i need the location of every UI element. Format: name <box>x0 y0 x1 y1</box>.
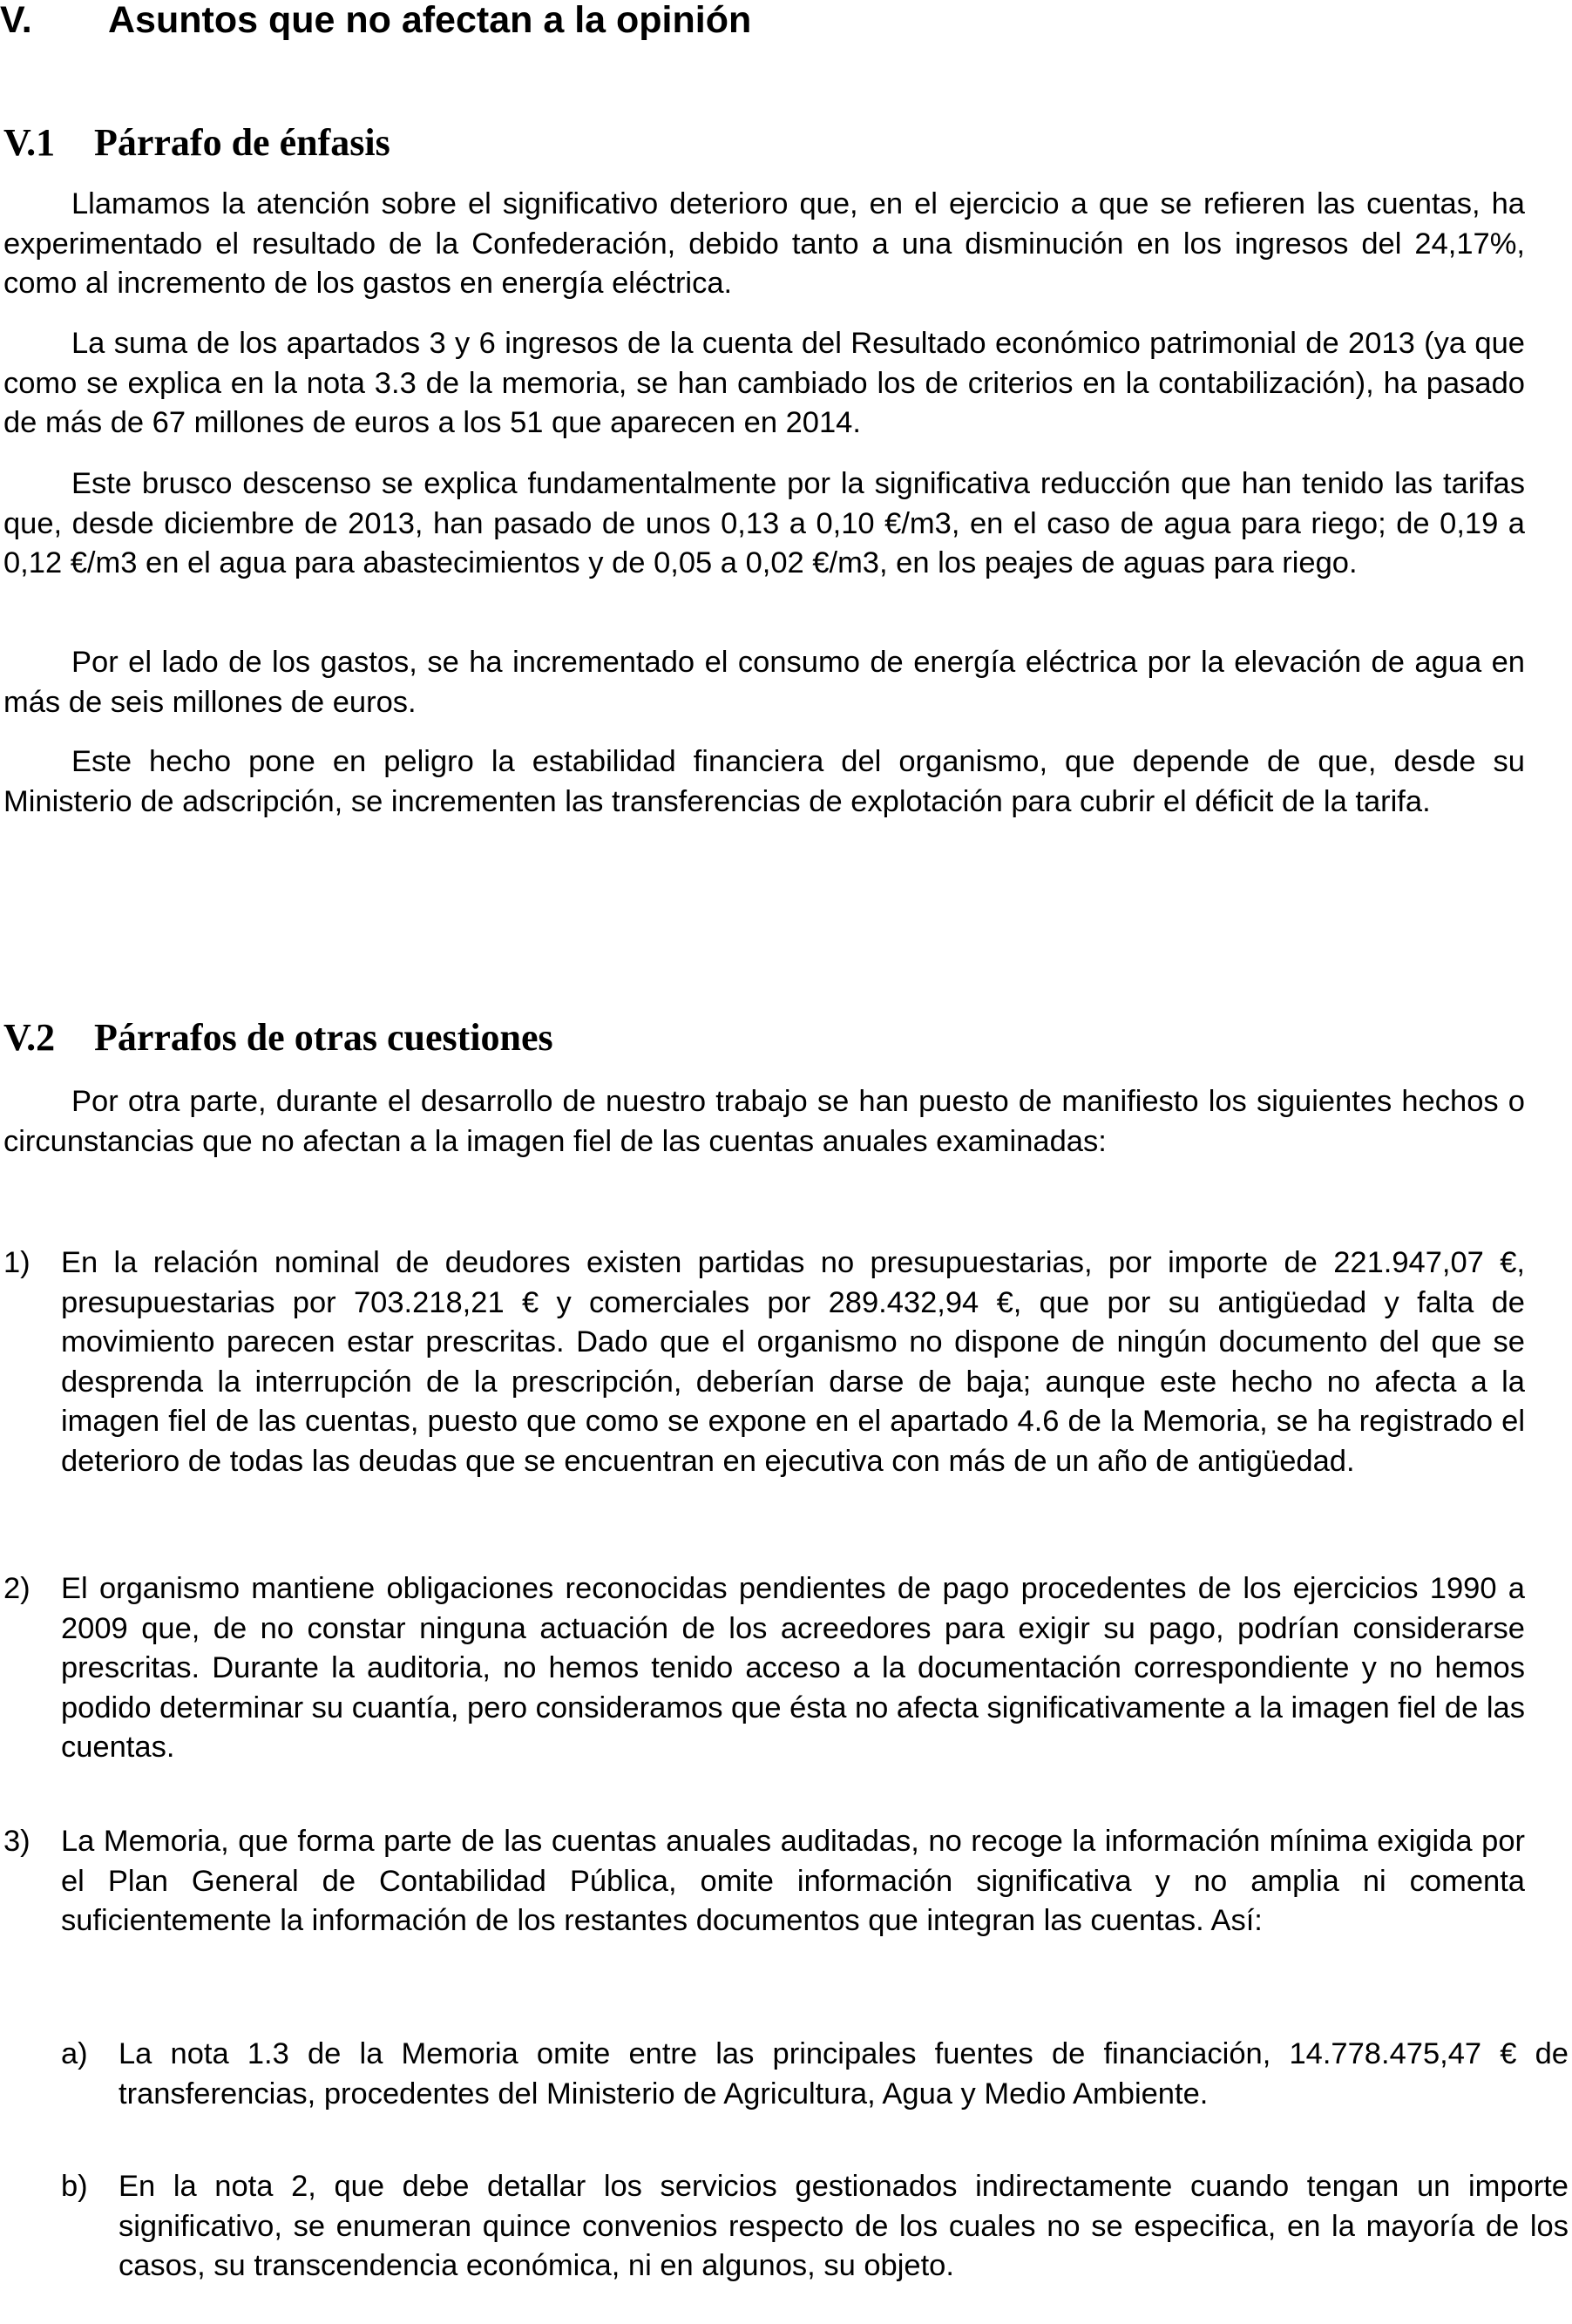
paragraph: Este brusco descenso se explica fundamentalmente por la significativa reducción que han tenido las tarifas que, desde diciembre de 2013, han pasado de unos 0,13 a 0,10 €/m3, en el caso de agua para riego; de 0,19 a 0,12 €/m3 en el agua para abastecimientos y de 0,05 a 0,02 €/m3, en los peajes de aguas para riego. <box>3 467 1525 579</box>
paragraph: Llamamos la atención sobre el significativo deterioro que, en el ejercicio a que se refieren las cuentas, ha experimentado el resultado de la Confederación, debido tanto a una disminución en los ingresos del 24,17%, como al incremento de los gastos en energía eléctrica. <box>3 187 1525 300</box>
subsection-heading-1 <box>3 122 390 164</box>
list-item <box>3 1822 1525 1941</box>
sub-list-item-text: La nota 1.3 de la Memoria omite entre las principales fuentes de financiación, 14.778.475,47 € de transferencias, procedentes del Ministerio de Agricultura, Agua y Medio Ambiente. <box>119 2037 1569 2111</box>
subsection-number: V.1 <box>3 121 56 164</box>
list-item-text: La Memoria, que forma parte de las cuentas anuales auditadas, no recoge la información mínima exigida por el Plan General de Contabilidad Pública, omite información significativa y no amplia ni comenta suficientemente la información de los restantes documentos que integran las cuentas. Así: <box>61 1825 1525 1937</box>
paragraph: Este hecho pone en peligro la estabilidad financiera del organismo, que depende de que, desde su Ministerio de adscripción, se incrementen las transferencias de explotación para cubrir el déficit de la tarifa. <box>3 745 1525 818</box>
sub-list-item-text: En la nota 2, que debe detallar los servicios gestionados indirectamente cuando tengan un importe significativo, se enumeran quince convenios respecto de los cuales no se especifica, en la mayoría de los casos, su transcendencia económica, ni en algunos, su objeto. <box>119 2170 1569 2282</box>
paragraph: Por el lado de los gastos, se ha incrementado el consumo de energía eléctrica por la elevación de agua en más de seis millones de euros. <box>3 646 1525 719</box>
list-item-text: El organismo mantiene obligaciones reconocidas pendientes de pago procedentes de los ejercicios 1990 a 2009 que, de no constar ninguna actuación de los acreedores para exigir su pago, podrían considerarse prescritas. Durante la auditoria, no hemos tenido acceso a la documentación correspondiente y no hemos podido determinar su cuantía, pero consideramos que ésta no afecta significativamente a la imagen fiel de las cuentas. <box>61 1572 1525 1764</box>
list-item-text: En la relación nominal de deudores existen partidas no presupuestarias, por importe de 221.947,07 €, presupuestarias por 703.218,21 € y comerciales por 289.432,94 €, que por su antigüedad y falta de movimiento parecen estar prescritas. Dado que el organismo no dispone de ningún documento del que se desprenda la interrupción de la prescripción, deberían darse de baja; aunque este hecho no afecta a la imagen fiel de las cuentas, puesto que como se expone en el apartado 4.6 de la Memoria, se ha registrado el deterioro de todas las deudas que se encuentran en ejecutiva con más de un año de antigüedad. <box>61 1246 1525 1478</box>
paragraph: La suma de los apartados 3 y 6 ingresos de la cuenta del Resultado económico patrimonial de 2013 (ya que como se explica en la nota 3.3 de la memoria, se han cambiado los de criterios en la contabilización), ha pasado de más de 67 millones de euros a los 51 que aparecen en 2014. <box>3 327 1525 439</box>
subsection-title: Párrafos de otras cuestiones <box>94 1016 553 1059</box>
section-number: V. <box>0 0 32 41</box>
list-item <box>3 1243 1525 1481</box>
subsection-number: V.2 <box>3 1016 56 1059</box>
sub-list-marker: a) <box>61 2037 88 2070</box>
sub-list-item <box>61 2167 1569 2287</box>
subsection-title: Párrafo de énfasis <box>94 121 390 164</box>
list-marker: 3) <box>3 1825 30 1858</box>
sub-list-marker: b) <box>61 2170 88 2203</box>
paragraph: Por otra parte, durante el desarrollo de nuestro trabajo se han puesto de manifiesto los siguientes hechos o circunstancias que no afectan a la imagen fiel de las cuentas anuales examinadas: <box>3 1085 1525 1158</box>
list-marker: 2) <box>3 1572 30 1605</box>
sub-list-item <box>61 2035 1569 2114</box>
section-title: Asuntos que no afectan a la opinión <box>108 0 752 41</box>
list-marker: 1) <box>3 1246 30 1279</box>
section-heading <box>0 0 751 40</box>
list-item <box>3 1569 1525 1768</box>
subsection-heading-2 <box>3 1017 553 1059</box>
